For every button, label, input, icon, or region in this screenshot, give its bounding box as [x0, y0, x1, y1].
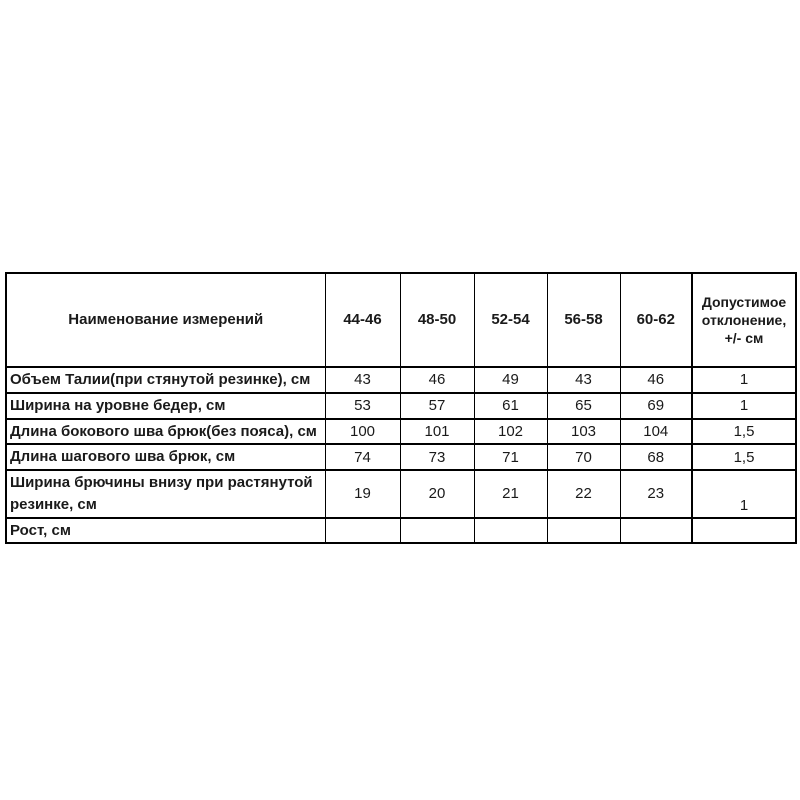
header-size-48-50: 48-50 — [400, 273, 474, 367]
row-label: Длина шагового шва брюк, см — [6, 444, 325, 470]
table-row-hips — [6, 393, 796, 419]
value-cell: 57 — [400, 393, 474, 419]
table-row-inseam — [6, 444, 796, 470]
value-cell: 101 — [400, 419, 474, 445]
row-label: Рост, см — [6, 518, 325, 544]
value-cell: 73 — [400, 444, 474, 470]
row-label: Ширина брючины внизу при растянутой резинке, см — [6, 470, 325, 518]
deviation-cell: 1 — [692, 367, 796, 393]
value-cell: 65 — [547, 393, 620, 419]
value-cell: 70 — [547, 444, 620, 470]
value-cell: 23 — [620, 470, 692, 518]
value-cell: 22 — [547, 470, 620, 518]
row-label: Объем Талии(при стянутой резинке), см — [6, 367, 325, 393]
value-cell — [400, 518, 474, 544]
value-cell: 104 — [620, 419, 692, 445]
value-cell: 69 — [620, 393, 692, 419]
value-cell: 68 — [620, 444, 692, 470]
value-cell: 43 — [325, 367, 400, 393]
value-cell: 20 — [400, 470, 474, 518]
deviation-cell: 1,5 — [692, 419, 796, 445]
deviation-cell — [692, 518, 796, 544]
value-cell: 100 — [325, 419, 400, 445]
header-size-60-62: 60-62 — [620, 273, 692, 367]
header-measurement-name: Наименование измерений — [6, 273, 325, 367]
row-label: Длина бокового шва брюк(без пояса), см — [6, 419, 325, 445]
header-row — [6, 273, 796, 367]
value-cell: 61 — [474, 393, 547, 419]
size-measurements-table — [5, 272, 797, 544]
table-row-side-seam — [6, 419, 796, 445]
value-cell: 21 — [474, 470, 547, 518]
value-cell — [547, 518, 620, 544]
table-row-height — [6, 518, 796, 544]
value-cell — [325, 518, 400, 544]
deviation-cell: 1,5 — [692, 444, 796, 470]
header-size-52-54: 52-54 — [474, 273, 547, 367]
value-cell: 103 — [547, 419, 620, 445]
header-size-56-58: 56-58 — [547, 273, 620, 367]
value-cell: 53 — [325, 393, 400, 419]
value-cell: 102 — [474, 419, 547, 445]
deviation-cell: 1 — [692, 393, 796, 419]
value-cell: 46 — [400, 367, 474, 393]
row-label: Ширина на уровне бедер, см — [6, 393, 325, 419]
header-deviation: Допустимое отклонение, +/- см — [692, 273, 796, 367]
table-row-leg-width — [6, 470, 796, 518]
deviation-cell: 1 — [692, 470, 796, 518]
value-cell: 71 — [474, 444, 547, 470]
header-size-44-46: 44-46 — [325, 273, 400, 367]
value-cell: 74 — [325, 444, 400, 470]
value-cell: 49 — [474, 367, 547, 393]
value-cell — [474, 518, 547, 544]
value-cell: 43 — [547, 367, 620, 393]
value-cell: 19 — [325, 470, 400, 518]
value-cell — [620, 518, 692, 544]
value-cell: 46 — [620, 367, 692, 393]
table-row-waist — [6, 367, 796, 393]
